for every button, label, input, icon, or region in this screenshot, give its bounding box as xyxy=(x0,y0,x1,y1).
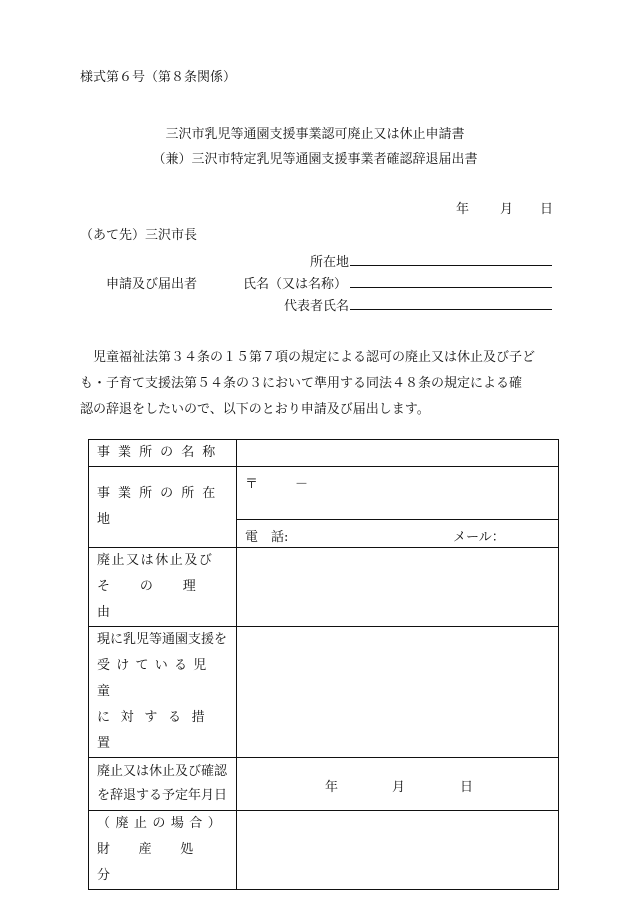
title-line-2: （兼）三沢市特定乳児等通園支援事業者確認辞退届出書 xyxy=(152,152,478,167)
name-label: 氏名（又は名称） xyxy=(243,277,348,292)
scheduled-month: 月 xyxy=(392,780,406,795)
measures-label: 現に乳児等通園支援を 受けている児童 に対する措置 xyxy=(89,627,237,758)
applicant-role: 申請及び届出者 xyxy=(106,277,198,292)
reason-label: 廃止又は休止及び その理由 xyxy=(89,548,237,627)
measures-field[interactable] xyxy=(237,627,559,758)
scheduled-year: 年 xyxy=(325,780,339,795)
postal-dash: － xyxy=(295,477,309,492)
representative-line[interactable] xyxy=(350,309,552,310)
office-name-label: 事業所の名称 xyxy=(89,440,237,467)
property-field[interactable] xyxy=(237,811,559,890)
office-address-field[interactable] xyxy=(237,467,559,520)
form-number: 様式第６号（第８条関係） xyxy=(80,70,237,85)
representative-label: 代表者氏名 xyxy=(284,299,350,314)
postal-mark: 〒 xyxy=(245,477,259,492)
property-label: （廃止の場合） 財産処分 xyxy=(89,811,237,890)
contact-field[interactable] xyxy=(237,520,559,548)
scheduled-date-label: 廃止又は休止及び確認 を辞退する予定年月日 xyxy=(89,758,237,811)
addressee: （あて先）三沢市長 xyxy=(80,228,198,243)
phone-label: 電 話: xyxy=(245,530,289,545)
office-address-label: 事業所の所在地 xyxy=(89,467,237,548)
scheduled-day: 日 xyxy=(460,780,474,795)
body-text-line-3: 認の辞退をしたいので、以下のとおり申請及び届出します。 xyxy=(80,402,430,417)
name-line[interactable] xyxy=(350,287,552,288)
date-year: 年 xyxy=(456,202,470,217)
scheduled-date-field[interactable] xyxy=(237,758,559,811)
date-day: 日 xyxy=(540,202,554,217)
body-text-line-2: も・子育て支援法第５４条の３において準用する同法４８条の規定による確 xyxy=(80,376,523,391)
application-table xyxy=(88,439,559,890)
mail-label: メール： xyxy=(453,530,505,545)
office-name-field[interactable] xyxy=(237,440,559,467)
title-line-1: 三沢市乳児等通園支援事業認可廃止又は休止申請書 xyxy=(165,127,465,142)
date-month: 月 xyxy=(500,202,514,217)
body-text-line-1: 児童福祉法第３４条の１５第７項の規定による認可の廃止又は休止及び子ど xyxy=(80,350,536,365)
address-label: 所在地 xyxy=(310,255,350,270)
address-line[interactable] xyxy=(350,265,552,266)
reason-field[interactable] xyxy=(237,548,559,627)
